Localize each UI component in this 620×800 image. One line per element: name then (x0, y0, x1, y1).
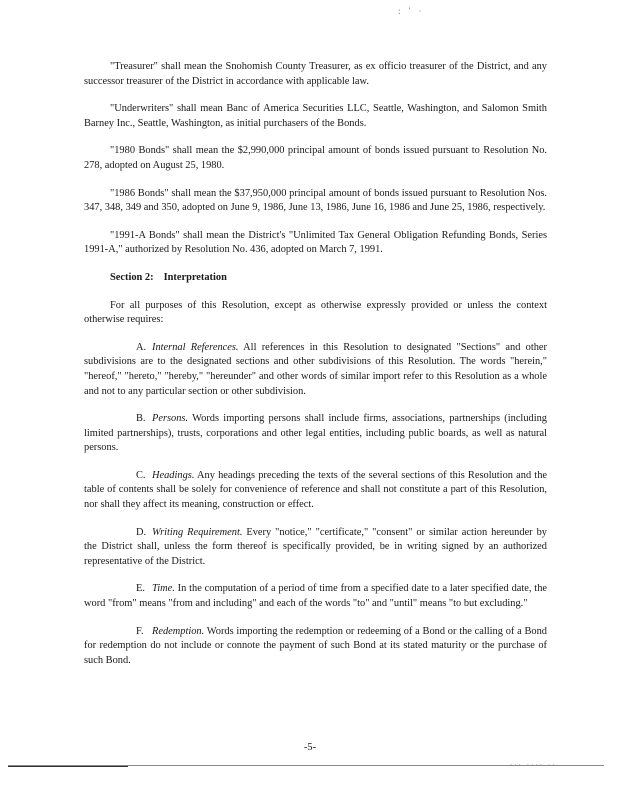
clause-text: All references in this Resolution to designated "Sections" and other subdivisions are to the designated sections and other subdivisions of this Resolution. The words "herein," "hereof," "hereto," "hereby," "hereunder" and other words of similar import refer to this Resolution as a whole and not to any particular section or other subdivision. (84, 341, 547, 397)
clause-text: Words importing persons shall include firms, associations, partnerships (including limited partnerships), trusts, corporations and other legal entities, including public boards, as well as natural persons. (84, 413, 547, 454)
bottom-scan-artifact: ··· ···· ·· (510, 761, 557, 769)
definition-1986-bonds: "1986 Bonds" shall mean the $37,950,000 principal amount of bonds issued pursuant to Resolution Nos. 347, 348, 349 and 350, adopted on June 9, 1986, June 13, 1986, June 16, 1986 and June 25, 1986, respectively. (84, 187, 547, 214)
clause-term: Persons. (152, 413, 189, 425)
clause-a (84, 341, 547, 399)
section-number: Section 2: (110, 271, 154, 283)
clause-e (84, 582, 547, 611)
clause-term: Redemption. (152, 625, 205, 637)
section-heading (110, 271, 547, 286)
clause-term: Time. (152, 583, 175, 595)
clause-term: Writing Requirement. (152, 526, 243, 538)
clause-f (84, 625, 547, 669)
clause-c (84, 469, 547, 513)
clause-b (84, 412, 547, 456)
document-body (84, 60, 547, 681)
definition-1980-bonds: "1980 Bonds" shall mean the $2,990,000 principal amount of bonds issued pursuant to Resolution No. 278, adopted on August 25, 1980. (84, 145, 547, 171)
clause-letter: F. (136, 625, 144, 637)
clause-letter: A. (136, 341, 147, 353)
scan-artifact: : ' · (398, 6, 425, 16)
section-intro: For all purposes of this Resolution, except as otherwise expressly provided or unless the context otherwise requires: (84, 299, 547, 326)
clause-letter: E. (136, 583, 145, 595)
clause-letter: C. (136, 469, 146, 481)
clause-text: Words importing the redemption or redeeming of a Bond or the calling of a Bond for redemption do not include or connote the payment of such Bond at its stated maturity or the purchase of such Bond. (84, 625, 547, 666)
clause-letter: D. (136, 526, 147, 538)
clause-letter: B. (136, 413, 146, 425)
clause-d (84, 526, 547, 570)
section-title: Interpretation (163, 271, 227, 283)
bottom-rule-segment (8, 766, 128, 767)
definition-treasurer: "Treasurer" shall mean the Snohomish County Treasurer, as ex officio treasurer of the District, and any successor treasurer of the District in accordance with applicable law. (84, 61, 547, 87)
definition-underwriters: "Underwriters" shall mean Banc of America Securities LLC, Seattle, Washington, and Salomon Smith Barney Inc., Seattle, Washington, as initial purchasers of the Bonds. (84, 103, 547, 129)
clause-term: Internal References. (152, 341, 239, 353)
clause-text: Every "notice," "certificate," "consent" or similar action hereunder by the District shall, unless the form thereof is specifically provided, be in writing signed by an authorized representative of the District. (84, 526, 547, 567)
clause-text: Any headings preceding the texts of the several sections of this Resolution and the table of contents shall be solely for convenience of reference and shall not constitute a part of this Resolution, nor shall they affect its meaning, construction or effect. (84, 469, 547, 511)
clause-term: Headings. (152, 469, 195, 481)
clause-text: In the computation of a period of time from a specified date to a later specified date, the word "from" means "from and including" and each of the words "to" and "until" means "to but excluding." (84, 583, 547, 610)
page-number: -5- (303, 742, 317, 753)
definition-1991a-bonds: "1991-A Bonds" shall mean the District's "Unlimited Tax General Obligation Refunding Bonds, Series 1991-A," authorized by Resolution No. 436, adopted on March 7, 1991. (84, 229, 547, 256)
